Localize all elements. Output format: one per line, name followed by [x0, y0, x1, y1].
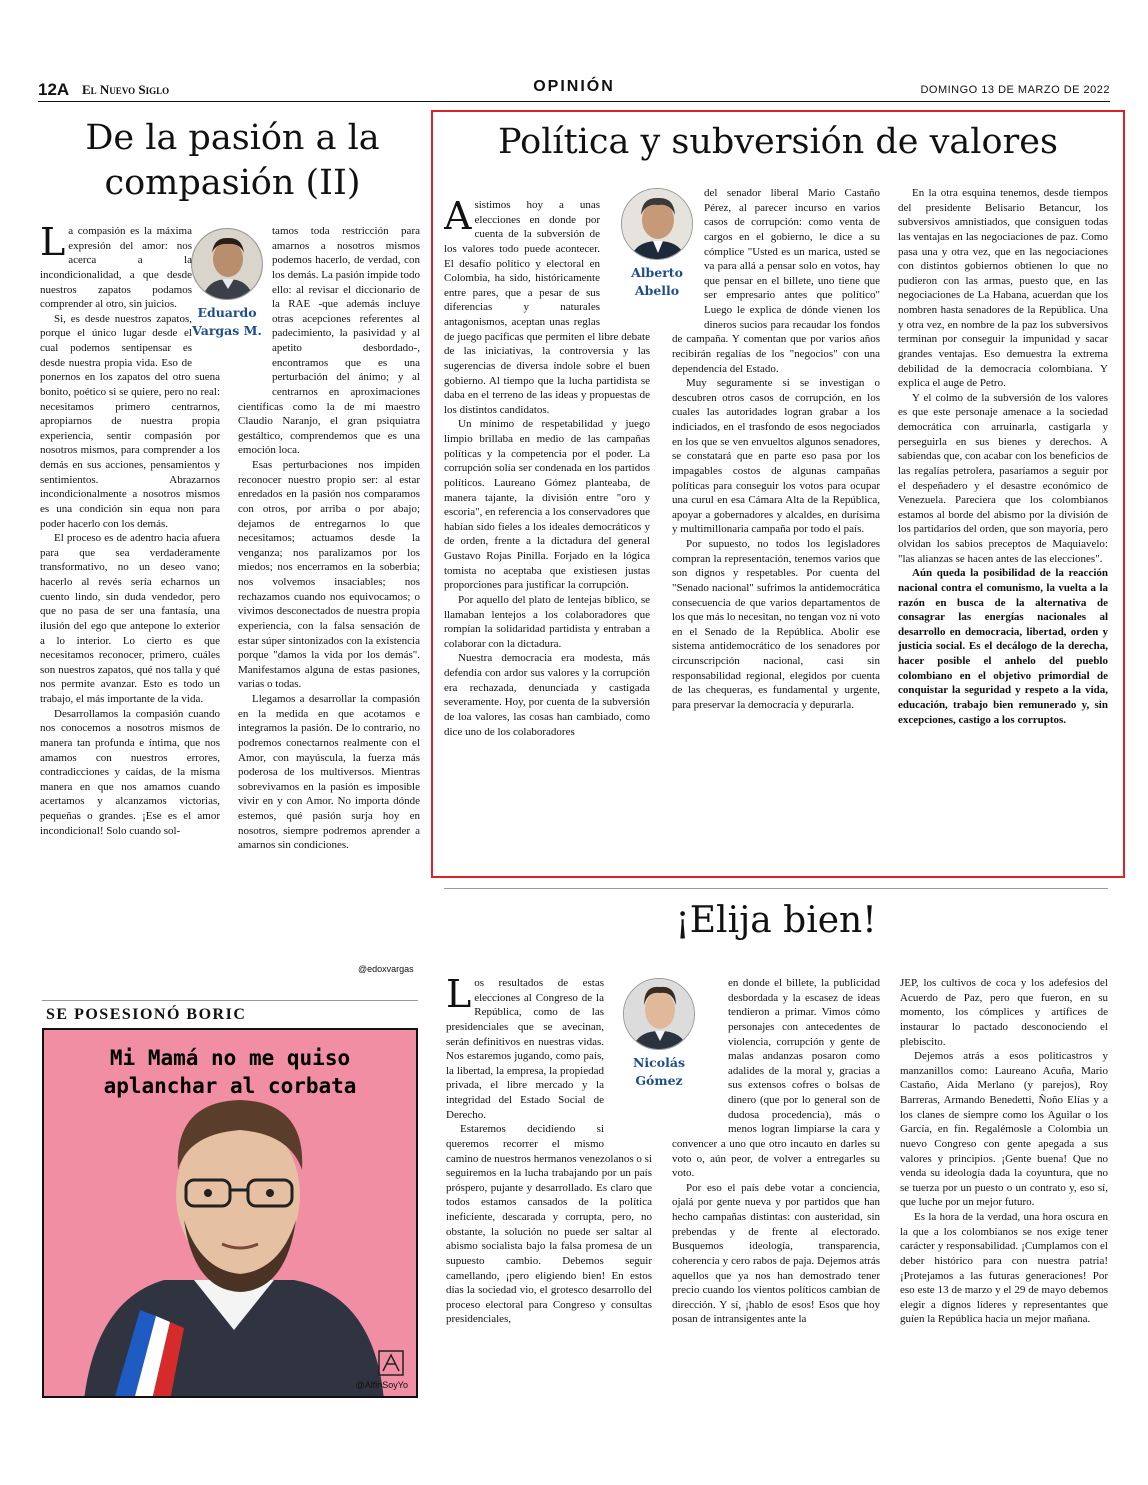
- article2-column-1: [444, 198, 650, 868]
- article1-column-2: [238, 224, 420, 962]
- cartoon-caption: Mi Mamá no me quiso aplanchar al corbata: [103, 1046, 357, 1099]
- editorial-cartoon: [42, 1028, 418, 1398]
- article3-column-3: [900, 976, 1108, 1406]
- paragraph: Dejemos atrás a esos politicastros y manzanillos como: Laureano Acuña, Mario Castaño, Aida Merlano (y parejos), Roy Barreras, Armando Benedetti, Ñoño Elías y a los clanes de siempre como los Aguilar o los García, en fin. Regalémosle a Colombia un nuevo Congreso con gente apegada a sus valores y principios. ¡Gente buena! Que no venda su ideología dada la coyuntura, que no se tuerza por un puesto o un contrato y, eso sí, que luche por un mejor futuro.: [900, 1050, 1108, 1209]
- article2-title: Política y subversión de valores: [498, 122, 1058, 162]
- paragraph: JEP, los cultivos de coca y los adefesios del Acuerdo de Paz, pero que fueron, en su momento, los cómplices y artífices de instaurar lo pactado desconociendo el plebiscito.: [900, 977, 1108, 1048]
- issue-date: DOMINGO 13 DE MARZO DE 2022: [920, 84, 1110, 96]
- masthead: [38, 78, 1110, 102]
- author-signature: @edoxvargas: [358, 964, 414, 974]
- paragraph: Estaremos decidiendo si queremos recorrer el mismo camino de nuestros hermanos venezolanos o si seguiremos en la lucha trabajando por un país próspero, pujante y desarrollado. Es claro que todos estamos cansados de la política ineficiente, descarada y corrupta, pero, no obstante, la solución no puede ser saltar al abismo socialista bajo la falsa promesa de un supuesto cambio. Debemos seguir camellando, ¡pero eligiendo bien! En estos días la sociedad vio, el grotesco desarrollo del proceso electoral para Congreso y consultas presidenciales,: [446, 1123, 652, 1326]
- byline-spacer: [604, 976, 652, 1140]
- paragraph: La compasión es la máxima expresión del amor: nos acerca a la incondicionalidad, a que desde nuestros zapatos podamos comprender al otro, sin juicios.: [40, 224, 192, 311]
- paragraph: El proceso es de adentro hacia afuera para que sea verdaderamente transformativo, no un deseo vano; hacerlo al revés sería echarnos un cuento lindo, sin duda vendedor, pero que no pasa de ser una fantasía, una ilusión del ego que antepone lo exterior a lo interior. Lo cierto es que necesitamos reconocer, primero, cuáles son nuestros zapatos, qué nos talla y qué nos permite avanzar. Esto es todo un trabajo, el más importante de la vida.: [40, 532, 220, 705]
- article1-title: De la pasión a la compasión (II): [85, 118, 380, 203]
- paragraph: del senador liberal Mario Castaño Pérez, al parecer incurso en varios casos de corrupción: como venta de cargos en el gobierno, le dice a su cómplice "Usted es un marica, usted se va para allá a pensar solo en votos, hay que pensar en el billete, uno tiene que ser empresario antes que político" Luego le explica de dónde vienen los dineros sucios para recaudar los fondos de campaña. Y comentan que por varios años recibirán regalías de los "negocios" con una dependencia del Estado.: [672, 187, 880, 375]
- paragraph: Por aquello del plato de lentejas bíblico, se llamaban lentejos a los colaboradores que rompían la solidaridad partidista y entraban a colaborar con la dictadura.: [444, 593, 650, 650]
- paragraph: Esas perturbaciones nos impiden reconocer nuestro propio ser: al estar enredados en la pasión nos comparamos con otros, por arriba o por abajo; dejamos de entregarnos lo que necesitamos; actuamos desde la venganza; nos paralizamos por los miedos; nos encerramos en la soberbia; nos volvemos insaciables; nos rechazamos cuando nos equivocamos; o vivimos desconectados de nuestra propia experiencia, con la falsa sensación de estar súper sintonizados con la existencia porque "damos la vida por los demás". Manifestamos alguna de estas pasiones, varias o todas.: [238, 459, 420, 691]
- paragraph: en donde el billete, la publicidad desbordada y la escasez de ideas tendieron a primar. Vimos cómo personajes con antecedentes de violencia, corrupción y gente de malas andanzas posaron como adalides de la moral y, gracias a sus extensos cofres o bolsas de dinero (que por lo general son de dudosa procedencia), más o menos logran limpiarse la cara y convencer a uno que otro incauto en darles su voto o, aún peor, de volver a entregarles su voto.: [672, 977, 880, 1180]
- author-name: Alberto Abello: [631, 265, 683, 298]
- paragraph: Desarrollamos la compasión cuando nos conocemos a nosotros mismos de manera tan profunda e íntima, que nos amamos con nuestros errores, contradicciones y caídas, de la misma manera en que nos amamos cuando acertamos y alcanzamos victorias, pequeñas o grandes. ¡Ese es el amor incondicional! Solo cuando sol-: [40, 707, 220, 837]
- byline-spacer: [600, 198, 650, 326]
- byline-spacer: [672, 186, 704, 326]
- paragraph: Los resultados de estas elecciones al Congreso de la República, como de las presidenciales que se avecinan, serán definitivos en nuestras vidas. Nos estaremos jugando, como país, la libertad, la empresa, la propiedad privada, el libre mercado y la integridad del Estado Social de Derecho.: [446, 976, 604, 1121]
- byline-spacer: [672, 976, 728, 1126]
- paragraph: Y el colmo de la subversión de los valores es que este personaje amenace a la sociedad democrática con arruinarla, castigarla y perseguirla en sus bienes y derechos. A sabiendas que, con acabar con los beneficios de las regalías petrolera, pasaríamos a seguir por el despeñadero y el desastre económico de Venezuela. Pareciera que los colombianos estamos al borde del abismo por la división de los partidarios del orden, que son mayoría, pero olvidan los sabios preceptos de Maquiavelo: "las alianzas se hacen antes de las elecciones".: [898, 391, 1108, 565]
- paragraph: Nuestra democracia era modesta, más defendía con ardor sus valores y la corrupción era rechazada, denunciada y castigada severamente. Hoy, por cuenta de la subversión de loa valores, las cosas han cambiado, como dice uno de los colaboradores: [444, 652, 650, 738]
- author-name: Nicolás Gómez: [632, 1055, 685, 1088]
- divider: [444, 888, 1108, 889]
- cartoon-figure-icon: [44, 1030, 418, 1398]
- paragraph: Si, es desde nuestros zapatos, porque el único lugar desde el cual podemos sentipensar es desde nuestra propia vida. Eso de ponernos en los zapatos del otro suena bonito, poético si se quiere, pero no real: necesitamos primero centrarnos, apropiarnos de nuestra propia experiencia, sentir compasión por nosotros mismos, para comprender a los demás en sus acciones, pensamientos y sentimientos. Abrazarnos incondicionalmente a nosotros mismos es una condición sin equa non para poder hacerlo con los demás.: [40, 312, 220, 530]
- paragraph: tamos toda restricción para amarnos a nosotros mismos podemos hacerlo, de verdad, con los demás. La pasión impide todo ello: al revisar el diccionario de la RAE -que además incluye otras acepciones referentes al padecimiento, la pasividad y al apetito desbordado-, encontramos que es una perturbación del ánimo; y al centrarnos en aproximaciones científicas como la de mi maestro Claudio Naranjo, el gran psiquiatra gestáltico, comprendemos que es una emoción loca.: [238, 225, 420, 457]
- paragraph: Por supuesto, no todos los legisladores compran la representación, tenemos varios que son dignos y respetables. Por cuenta del "Senado nacional" sufrimos la antidemocrática consecuencia de que varios departamentos de los que más lo necesitan, no tengan voz ni voto en el Senado de la República. Abolir ese sistema antidemocrático de los senadores por circunscripción nacional, casi sin responsabilidad regional, elegidos por cuenta de las chequeras, es fundamental y urgente, para preservar la democracia y depurarla.: [672, 538, 880, 711]
- article3-column-1: [446, 976, 652, 1406]
- paragraph: Llegamos a desarrollar la compasión en la medida en que acotamos e integramos la pasión. De lo contrario, no podremos conectarnos realmente con el Amor, con mayúscula, la fuerza más poderosa de los multiversos. Mientras sobrevivamos en la pasión es imposible vivir en y con Amor. No importa dónde estemos, qué pasión surja hoy en nosotros, siempre podremos aprender a amarnos sin condiciones.: [238, 693, 420, 852]
- paragraph: En la otra esquina tenemos, desde tiempos del presidente Belisario Betancur, los subversivos amnistiados, que consiguen todas las ventajas en las negociaciones de paz. Como pasa una y otra vez, que en las negociaciones con distintos gobiernos obtienen lo que no pudieron con las armas, puesto que, en las negociaciones de La Habana, acuerdan que los nombren hasta senadores de la República. Una y otra vez, en nombre de la paz los subversivos terminan por conseguir la impunidad y sacar grandes ventajas. Eso demuestra la extrema debilidad de la democracia colombiana. Y explica el auge de Petro.: [898, 187, 1108, 390]
- paragraph: Un mínimo de respetabilidad y juego limpio brillaba en medio de las campañas políticas y la competencia por el poder. La corrupción solía ser condenada en los partidos políticos. Laureano Gómez planteaba, de manera tajante, la división entre "oro y escoria", en referencia a los conservadores que habían sido fieles a los ideales democráticos y de orden, frente a la dictadura del general Gustavo Rojas Pinilla. Forjado en la lógica tomista no aceptaba que existiesen justas proporciones para justificar la corrupción.: [444, 418, 650, 592]
- article1-column-1: [40, 224, 220, 974]
- author-name: Eduardo Vargas M.: [192, 305, 262, 338]
- paragraph: Asistimos hoy a unas elecciones en donde por cuenta de la subversión de los valores todo puede acontecer. El desafío político y electoral en Colombia, ha sido, históricamente entre pares, que a pesar de sus diferencias y naturales antagonismos, aceptan unas reglas de juego pacíficas que permiten el libre debate de las iniciativas, la controversia y las sugerencias de diversa índole sobre el buen gobierno. Al tiempo que la lucha partidista se daba en el terreno de las ideas y propuestas de los distintos candidatos.: [444, 198, 650, 416]
- byline-spacer: [238, 224, 272, 386]
- article3-column-2: [672, 976, 880, 1406]
- paragraph: Aún queda la posibilidad de la reacción nacional contra el comunismo, la vuelta a la razón en busca de la alternativa de consagrar las energías nacionales al desarrollo en democracia, libertad, orden y justicia social. Es el decálogo de la derecha, hacer posible el anhelo del pueblo colombiano en el objetivo primordial de conquistar la seguridad y respeto a la vida, educación, trabajo bien remunerado y, sin excepciones, castigo a los corruptos.: [898, 567, 1108, 726]
- paragraph: Por eso el país debe votar a conciencia, ojalá por gente nueva y por partidos que han hecho campañas distintas: con austeridad, sin prebendas y de frente al electorado. Busquemos ideología, transparencia, coherencia y cero rabos de paja. Dejemos atrás aquellos que ya nos han demostrado tener precio cuando los vientos políticos cambian de dirección. Y sí, ¡hablo de esos! Esos que hoy posan de intransigentes ante la: [672, 1181, 880, 1326]
- divider: [42, 1000, 418, 1001]
- cartoon-credit: @AlfinSoyYo: [355, 1380, 408, 1390]
- article2-column-2: [672, 186, 880, 868]
- byline-spacer: [192, 224, 220, 364]
- paragraph: Es la hora de la verdad, una hora oscura en la que a los colombianos se nos exige tener carácter y responsabilidad. ¡Cumplamos con el deber histórico para con nuestra patria! ¡Protejamos a las futuras generaciones! Por eso este 13 de marzo y el 29 de mayo debemos elegir a dignos líderes y representantes que guíen la República hacia un mejor mañana.: [900, 1211, 1108, 1326]
- paragraph: Muy seguramente si se investigan o descubren otros casos de corrupción, en los cuales las autoridades logran grabar a los indiciados, en el trasfondo de esos negociados en los que se ven envueltos algunos senadores, se constatará que en parte eso pasa por los impagables costos de algunas campañas políticas para conseguir los votos para ocupar una curul en esa Cámara Alta de la República, apoyar a gobernadores y alcaldes, en durísima y multimillonaria campaña por todo el país.: [672, 377, 880, 536]
- article2-column-3: [898, 186, 1108, 868]
- section-title: OPINIÓN: [533, 78, 615, 95]
- newspaper-name: El Nuevo Siglo: [82, 82, 170, 97]
- article3-title: ¡Elija bien!: [675, 900, 877, 941]
- cartoonist-logo-icon: [378, 1350, 404, 1376]
- page-number: 12A: [38, 80, 70, 99]
- cartoon-section-title: SE POSESIONÓ BORIC: [46, 1006, 247, 1023]
